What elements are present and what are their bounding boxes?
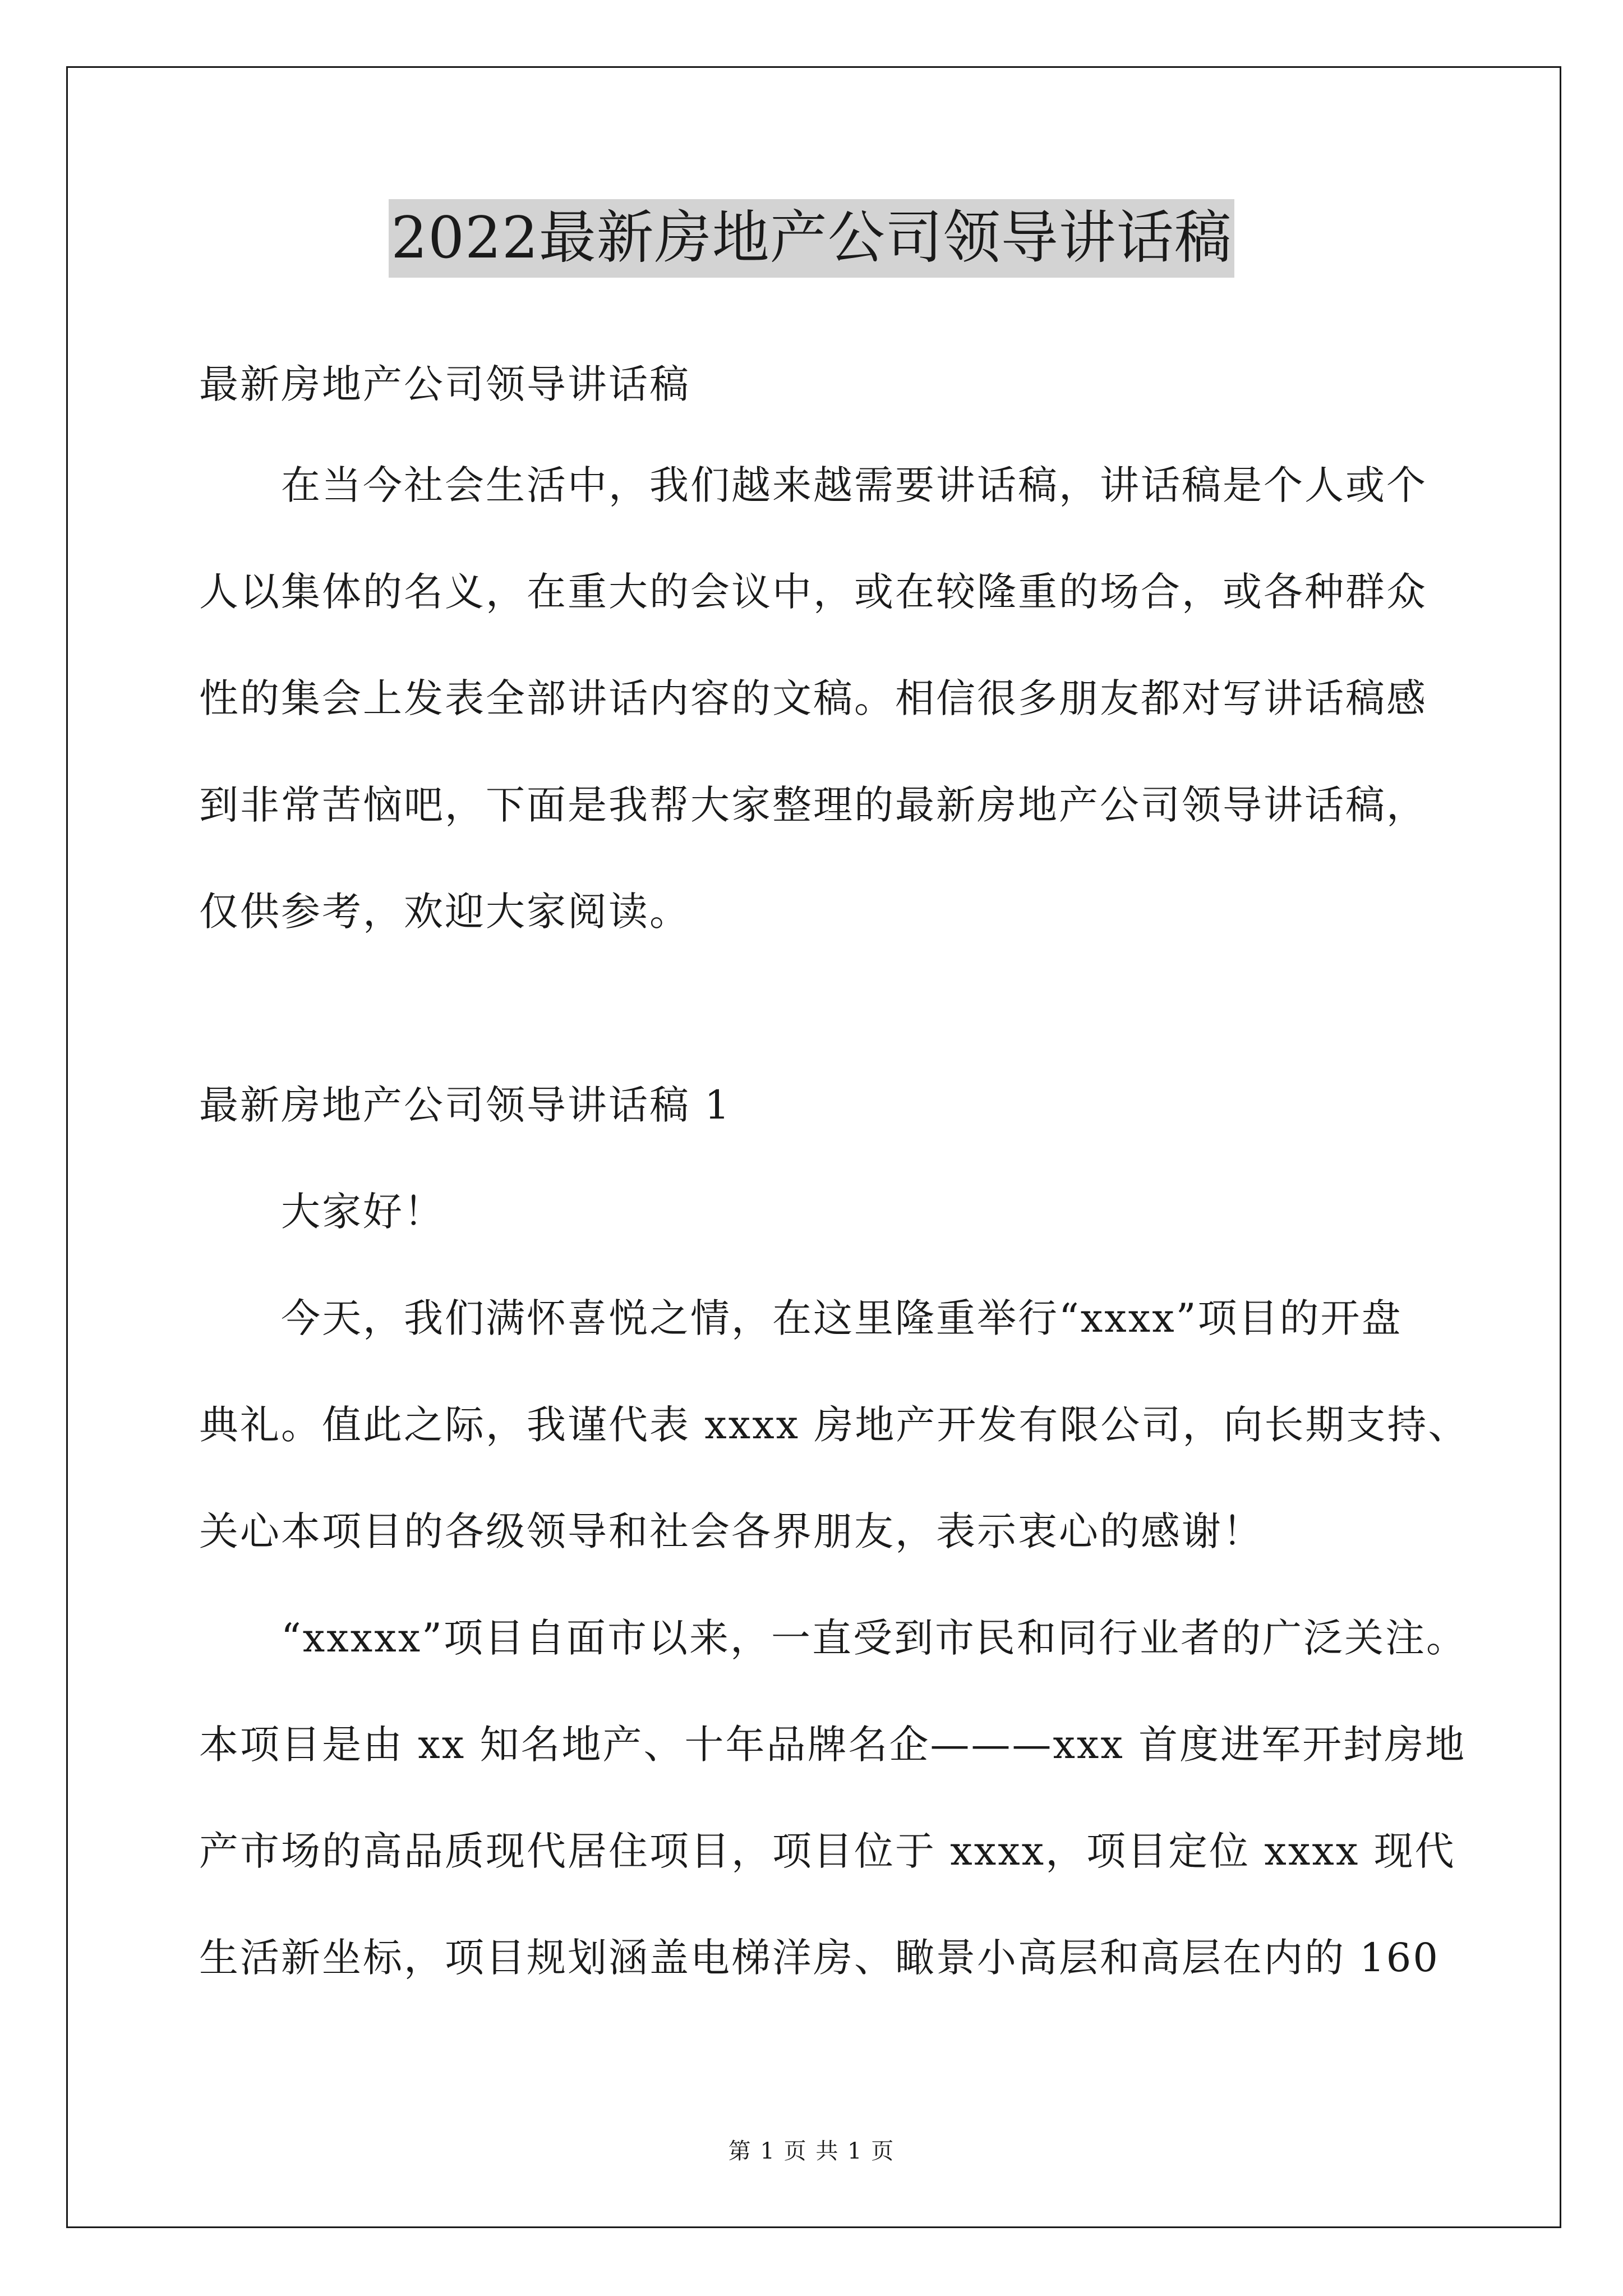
page-footer: 第 1 页 共 1 页 [728, 2138, 895, 2164]
subtitle: 最新房地产公司领导讲话稿 [199, 361, 690, 407]
document-title: 2022最新房地产公司领导讲话稿 [389, 199, 1234, 278]
section-heading: 最新房地产公司领导讲话稿 1 [199, 1082, 731, 1128]
body-line-2: 典礼。值此之际，我谨代表 xxxx 房地产开发有限公司，向长期支持、 [199, 1402, 1469, 1448]
body-line-7: 生活新坐标，项目规划涵盖电梯洋房、瞰景小高层和高层在内的 160 [199, 1935, 1440, 1981]
title-container [0, 199, 1623, 278]
body-line-1: 今天，我们满怀喜悦之情，在这里隆重举行“xxxx”项目的开盘 [281, 1295, 1403, 1341]
greeting: 大家好！ [281, 1189, 445, 1235]
intro-line-1: 在当今社会生活中，我们越来越需要讲话稿，讲话稿是个人或个 [281, 462, 1427, 508]
body-line-4: “xxxxx”项目自面市以来，一直受到市民和同行业者的广泛关注。 [281, 1615, 1467, 1661]
intro-line-5: 仅供参考，欢迎大家阅读。 [199, 889, 690, 935]
body-line-3: 关心本项目的各级领导和社会各界朋友，表示衷心的感谢！ [199, 1508, 1264, 1554]
body-line-5: 本项目是由 xx 知名地产、十年品牌名企———xxx 首度进军开封房地 [199, 1722, 1467, 1768]
intro-line-2: 人以集体的名义，在重大的会议中，或在较隆重的场合，或各种群众 [199, 569, 1427, 615]
body-line-6: 产市场的高品质现代居住项目，项目位于 xxxx，项目定位 xxxx 现代 [199, 1828, 1456, 1874]
intro-line-4: 到非常苦恼吧，下面是我帮大家整理的最新房地产公司领导讲话稿， [199, 782, 1427, 828]
intro-line-3: 性的集会上发表全部讲话内容的文稿。相信很多朋友都对写讲话稿感 [199, 675, 1427, 721]
